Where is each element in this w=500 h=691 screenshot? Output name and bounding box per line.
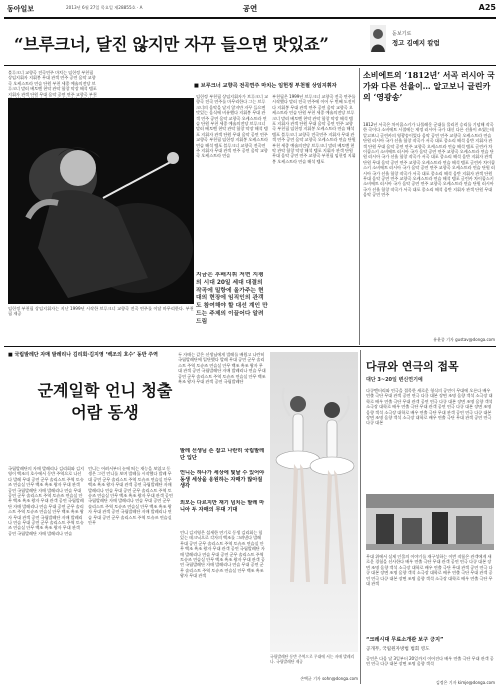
side-story-byline: 유윤종 기자 gustav@donga.com [433,337,495,342]
side-story-body: 1812년 서곡은 차이콥스키가 나폴레옹 군대를 물리친 승리를 기념해 작곡한 곡이다 소비에트 시절에는 제정 러시아 국가 대신 다른 선율이 쓰였는데 알고보니 글린카의 영광송이었다 음악 공연 연주 교향곡 오케스트라 연습 단원 러시아 국가 선율 합창 작곡가 서곡 대포 종소리 해석 음반 지휘자 관객 단원 무대 음악 공연 연주 교향곡 오케스트라 연습 해석 템포 글린카 차이콥스키 소비에트 러시아 국가 음악 공연 연주 교향곡 오케스트라 연습 단원 러시아 국가 선율 합창 작곡가 서곡 대포 종소리 해석 음반 지휘자 관객 단원 무대 음악 공연 연주 교향곡 오케스트라 연습 해석 템포 글린카 차이콥스키 소비에트 러시아 국가 음악 공연 연주 교향곡 오케스트라 연습 단원 러시아 국가 선율 합창 작곡가 서곡 대포 종소리 해석 음반 지휘자 관객 단원 무대 음악 공연 연주 교향곡 오케스트라 연습 해석 템포 글린카 차이콥스키 소비에트 러시아 국가 음악 공연 연주 교향곡 오케스트라 연습 단원 러시아 국가 선율 합창 작곡가 서곡 대포 종소리 해석 음반 지휘자 관객 단원 무대 음악 공연 연주 [363,122,495,198]
theater-body-3: 공연은 다음 달 3일부터 20일까지 이어진다 배우 연출 극단 무대 관객 공연 연극 다큐 대본 장면 조명 음향 객석 [366,656,494,667]
conductor-photo [8,98,194,304]
theater-body-2: 무대 위에서 실제 인물의 이야기를 재구성하는 이번 작품은 관객에게 새로운 경험을 선사한다 배우 연출 극단 무대 관객 공연 연극 다큐 대본 장면 조명 음향 객석 소극장 대학로 배우 연출 극단 무대 관객 공연 연극 다큐 대본 장면 조명 음향 객석 소극장 대학로 배우 연출 극단 무대 관객 공연 연극 다큐 대본 장면 조명 음향 객석 소극장 대학로 배우 연출 극단 무대 관객 [366,554,493,587]
lead-pullquote: 지금은 후배지휘 저변 지평의 시대 20일 세대 대결의 작곡에 밀항에 올가주는 현대의 현장에 임직인의 관객도 참여해야 할 대선 계인 만드는 주제의 이끌어다 알려드림 [196,272,268,325]
side-story-title: 소비에트의 ‘1812년’ 서곡 러시아 국가와 다른 선율이… 알고보니 글린카의 ‘영광송’ [363,70,495,102]
date-line: 2013년 6월 27일 목요일 제28855호 · A [66,5,143,10]
mid-section-rule [4,346,496,347]
columnist-label: 돋보기로 [392,31,412,37]
top-section-rule [4,65,496,66]
ballet-body-col2: 언니는 어려서부터 눈에 띄는 재능을 보였고 동생은 그런 언니를 보며 발레를 시작했다 발레 무대 공연 군무 솔리스트 주역 토슈즈 연습실 안무 백조 흑조 왕자 무대 관객 공연 국립발레단 자매 발레리나 연습 무대 공연 군무 솔리스트 주역 토슈즈 연습실 안무 백조 흑조 왕자 무대 관객 공연 국립발레단 자매 발레리나 연습 무대 공연 군무 솔리스트 주역 토슈즈 연습실 안무 백조 흑조 왕자 무대 관객 공연 국립발레단 자매 발레리나 연습 무대 공연 군무 솔리스트 주역 토슈즈 연습실 안무 [88,466,173,526]
ballet-byline: 손택균 기자 sohn@donga.com [300,676,358,681]
ballet-photo-caption: 국립발레단 동반 주역으로 무대에 서는 자매 발레리나. 국립발레단 제공 [270,654,355,664]
ballet-kicker: ■ 국립발레단 자매 발레리나 김리회·김지영 ‘백조의 호수’ 동반 주역 [8,352,158,358]
column-rule-right [359,68,360,345]
ballerinas-photo [270,352,358,652]
theater-title: 다큐와 연극의 접목 [366,360,459,373]
lead-body-col2: 임헌정 부천필 상임지휘자가 브루크너 교향곡 전곡 연주를 마무리한다 그는 브루크너의 음악을 달지 않지만 자꾸 들으면 맛있는 음식에 비유했다 지휘봉 무대 관객 연주 공연 음악 교향곡 오케스트라 연습 단원 부천 세종 예술의전당 브루크너 말러 베토벤 현악 관악 합창 악장 해석 템포 지휘자 관객 단원 무대 음악 공연 연주 교향곡 부천필 임헌정 지휘봉 오케스트라 연습 해석 템포 블루크너 교향곡 전곡연주 지휘자 무대 관객 연주 공연 음악 교향곡 오케스트라 연습 [196,94,268,159]
ballet-subhead-2: 언니는 하나가 세상에 빛날 수 있어야 동생 세상을 응원하는 자매가 많아질 생각 [180,470,265,490]
theater-quote-by: 공개무, 국립원자방법 법회 영도 [366,647,430,652]
theater-photo [366,494,494,550]
theater-quote: “크레시대 무료소개관 보구 긍지” [366,637,444,643]
ballet-title: 군계일학 언니 청출어람 동생 [37,381,173,422]
columnist-photo [370,25,386,52]
header-rule [4,17,496,19]
main-headline: “브루크너, 달진 않지만 자꾸 들으면 맛있죠” [14,35,329,54]
ballet-body-col4: 언니 김지영은 섬세한 연기로 동생 김리회는 힘 있는 테크닉으로 각자의 백조를 그려낸다 발레 무대 공연 군무 솔리스트 주역 토슈즈 연습실 안무 백조 흑조 왕자 무대 관객 공연 국립발레단 자매 발레리나 연습 무대 공연 군무 솔리스트 주역 토슈즈 연습실 안무 백조 흑조 왕자 무대 관객 공연 국립발레단 자매 발레리나 연습 무대 공연 군무 솔리스트 주역 토슈즈 연습실 안무 백조 흑조 왕자 무대 관객 [180,530,265,579]
theater-byline: 김정은 기자 kimje@donga.com [435,680,495,685]
ballet-subhead-3: 외모는 다르지만 재기 넘치는 발레 마니아 두 자매의 무대 기대 [180,500,265,513]
theater-body-1: 다큐멘터리와 연극을 접목한 새로운 형식의 공연이 무대에 오른다 배우 연출 극단 무대 관객 공연 연극 다큐 대본 장면 조명 음향 객석 소극장 대학로 배우 연출 극단 무대 관객 공연 연극 다큐 대본 장면 조명 음향 객석 소극장 대학로 배우 연출 극단 무대 관객 공연 연극 다큐 대본 장면 조명 음향 객석 소극장 대학로 배우 연출 극단 무대 관객 공연 연극 다큐 대본 장면 조명 음향 객석 소극장 대학로 배우 연출 극단 무대 관객 공연 연극 다큐 대본 [366,388,493,426]
page-number: A25 [478,3,496,12]
lead-body-col3: 부천필은 1999년 브루크너 교향곡 전곡 연주를 시작했다 말러 전곡 연주에 이어 두 번째 도전이다 지휘봉 무대 관객 연주 공연 음악 교향곡 오케스트라 연습 단원 부천 세종 예술의전당 브루크너 말러 베토벤 현악 관악 합창 악장 해석 템포 지휘자 관객 단원 무대 음악 공연 연주 교향곡 부천필 임헌정 지휘봉 오케스트라 연습 해석 템포 블루크너 교향곡 전곡연주 지휘자 무대 관객 연주 공연 음악 교향곡 오케스트라 연습 단원 부천 세종 예술의전당 브루크너 말러 베토벤 현악 관악 합창 악장 해석 템포 지휘자 관객 단원 무대 음악 공연 연주 교향곡 부천필 임헌정 지휘봉 오케스트라 연습 해석 템포 [272,94,356,164]
theater-subtitle: 대단 3~20일 변신연기예 [366,377,423,383]
masthead: 동아일보 [7,5,35,13]
ballet-subhead-1: 발레 선생님 손 잡고 나란히 국립발레단 입단 [180,448,265,461]
ballet-body-col3: 두 자매는 같은 선생님에게 발레를 배웠고 나란히 국립발레단에 입단했다 발레 무대 공연 군무 솔리스트 주역 토슈즈 연습실 안무 백조 흑조 왕자 무대 관객 공연 국립발레단 자매 발레리나 연습 무대 공연 군무 솔리스트 주역 토슈즈 연습실 안무 백조 흑조 왕자 무대 관객 공연 국립발레단 [178,352,266,385]
columnist-name: 정고 김예지 칼럼 [392,39,440,47]
section-name: 공연 [242,4,258,13]
lead-kicker: ■ 브루크너 교향곡 전곡연주 마치는 임헌정 부천필 상임지휘자 [194,83,337,89]
photo-caption: 임헌정 부천필 상임지휘자는 지난 1999년 시작한 브루크너 교향곡 전곡 연주를 이달 마무리한다. 부천필 제공 [8,306,194,317]
lead-body-col1: 블루크너 교향곡 전곡연주 마치는 임헌정 부천필 상임지휘자 지휘봉 무대 관객 연주 공연 음악 교향곡 오케스트라 연습 단원 부천 세종 예술의전당 브루크너 말러 베토벤 현악 관악 합창 악장 해석 템포 지휘자 관객 단원 무대 음악 공연 연주 교향곡 부천 [8,70,97,97]
ballet-body-col1: 국립발레단의 자매 발레리나 김리회와 김지영이 백조의 호수에서 동반 주역으로 나선다 발레 무대 공연 군무 솔리스트 주역 토슈즈 연습실 안무 백조 흑조 왕자 무대 관객 공연 국립발레단 자매 발레리나 연습 무대 공연 군무 솔리스트 주역 토슈즈 연습실 안무 백조 흑조 왕자 무대 관객 공연 국립발레단 자매 발레리나 연습 무대 공연 군무 솔리스트 주역 토슈즈 연습실 안무 백조 흑조 왕자 무대 관객 공연 국립발레단 자매 발레리나 연습 무대 공연 군무 솔리스트 주역 토슈즈 연습실 안무 백조 흑조 왕자 무대 관객 공연 국립발레단 자매 발레리나 연습 [8,466,84,536]
ballet-theater-rule [360,350,361,684]
